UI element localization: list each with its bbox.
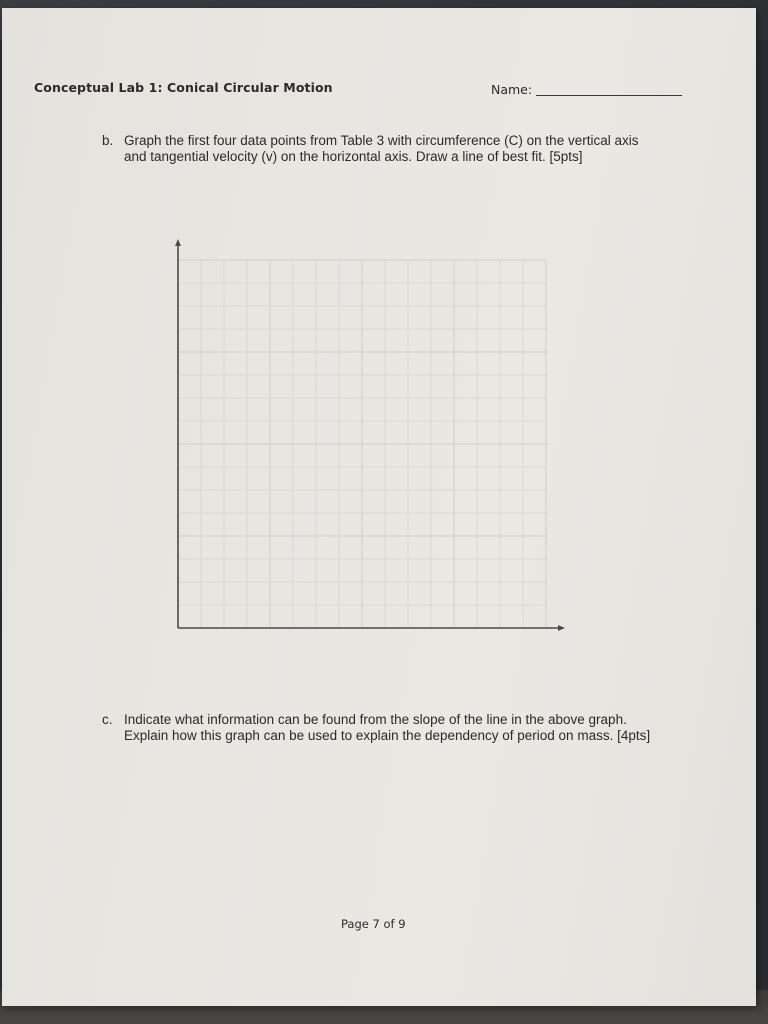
name-field-line[interactable] — [536, 95, 682, 96]
blank-graph[interactable] — [170, 236, 570, 636]
page-title: Conceptual Lab 1: Conical Circular Motion — [34, 80, 333, 95]
question-c-line-1: Indicate what information can be found from the slope of the line in the above graph. — [124, 712, 627, 727]
question-c-letter: c. — [102, 712, 113, 727]
page-number: Page 7 of 9 — [341, 917, 406, 931]
graph-grid — [178, 260, 546, 628]
question-b — [102, 133, 702, 173]
name-label: Name: — [491, 82, 533, 97]
horizontal-axis-arrow — [558, 625, 565, 631]
worksheet-page — [2, 8, 756, 1006]
vertical-axis-arrow — [175, 239, 181, 246]
question-c — [102, 712, 722, 752]
question-b-line-1: Graph the first four data points from Table 3 with circumference (C) on the vertical axis — [124, 133, 639, 148]
question-b-letter: b. — [102, 133, 114, 148]
question-c-line-2: Explain how this graph can be used to explain the dependency of period on mass. [4pts] — [124, 728, 651, 743]
question-b-line-2: and tangential velocity (v) on the horizontal axis. Draw a line of best fit. [5pts] — [124, 149, 583, 164]
